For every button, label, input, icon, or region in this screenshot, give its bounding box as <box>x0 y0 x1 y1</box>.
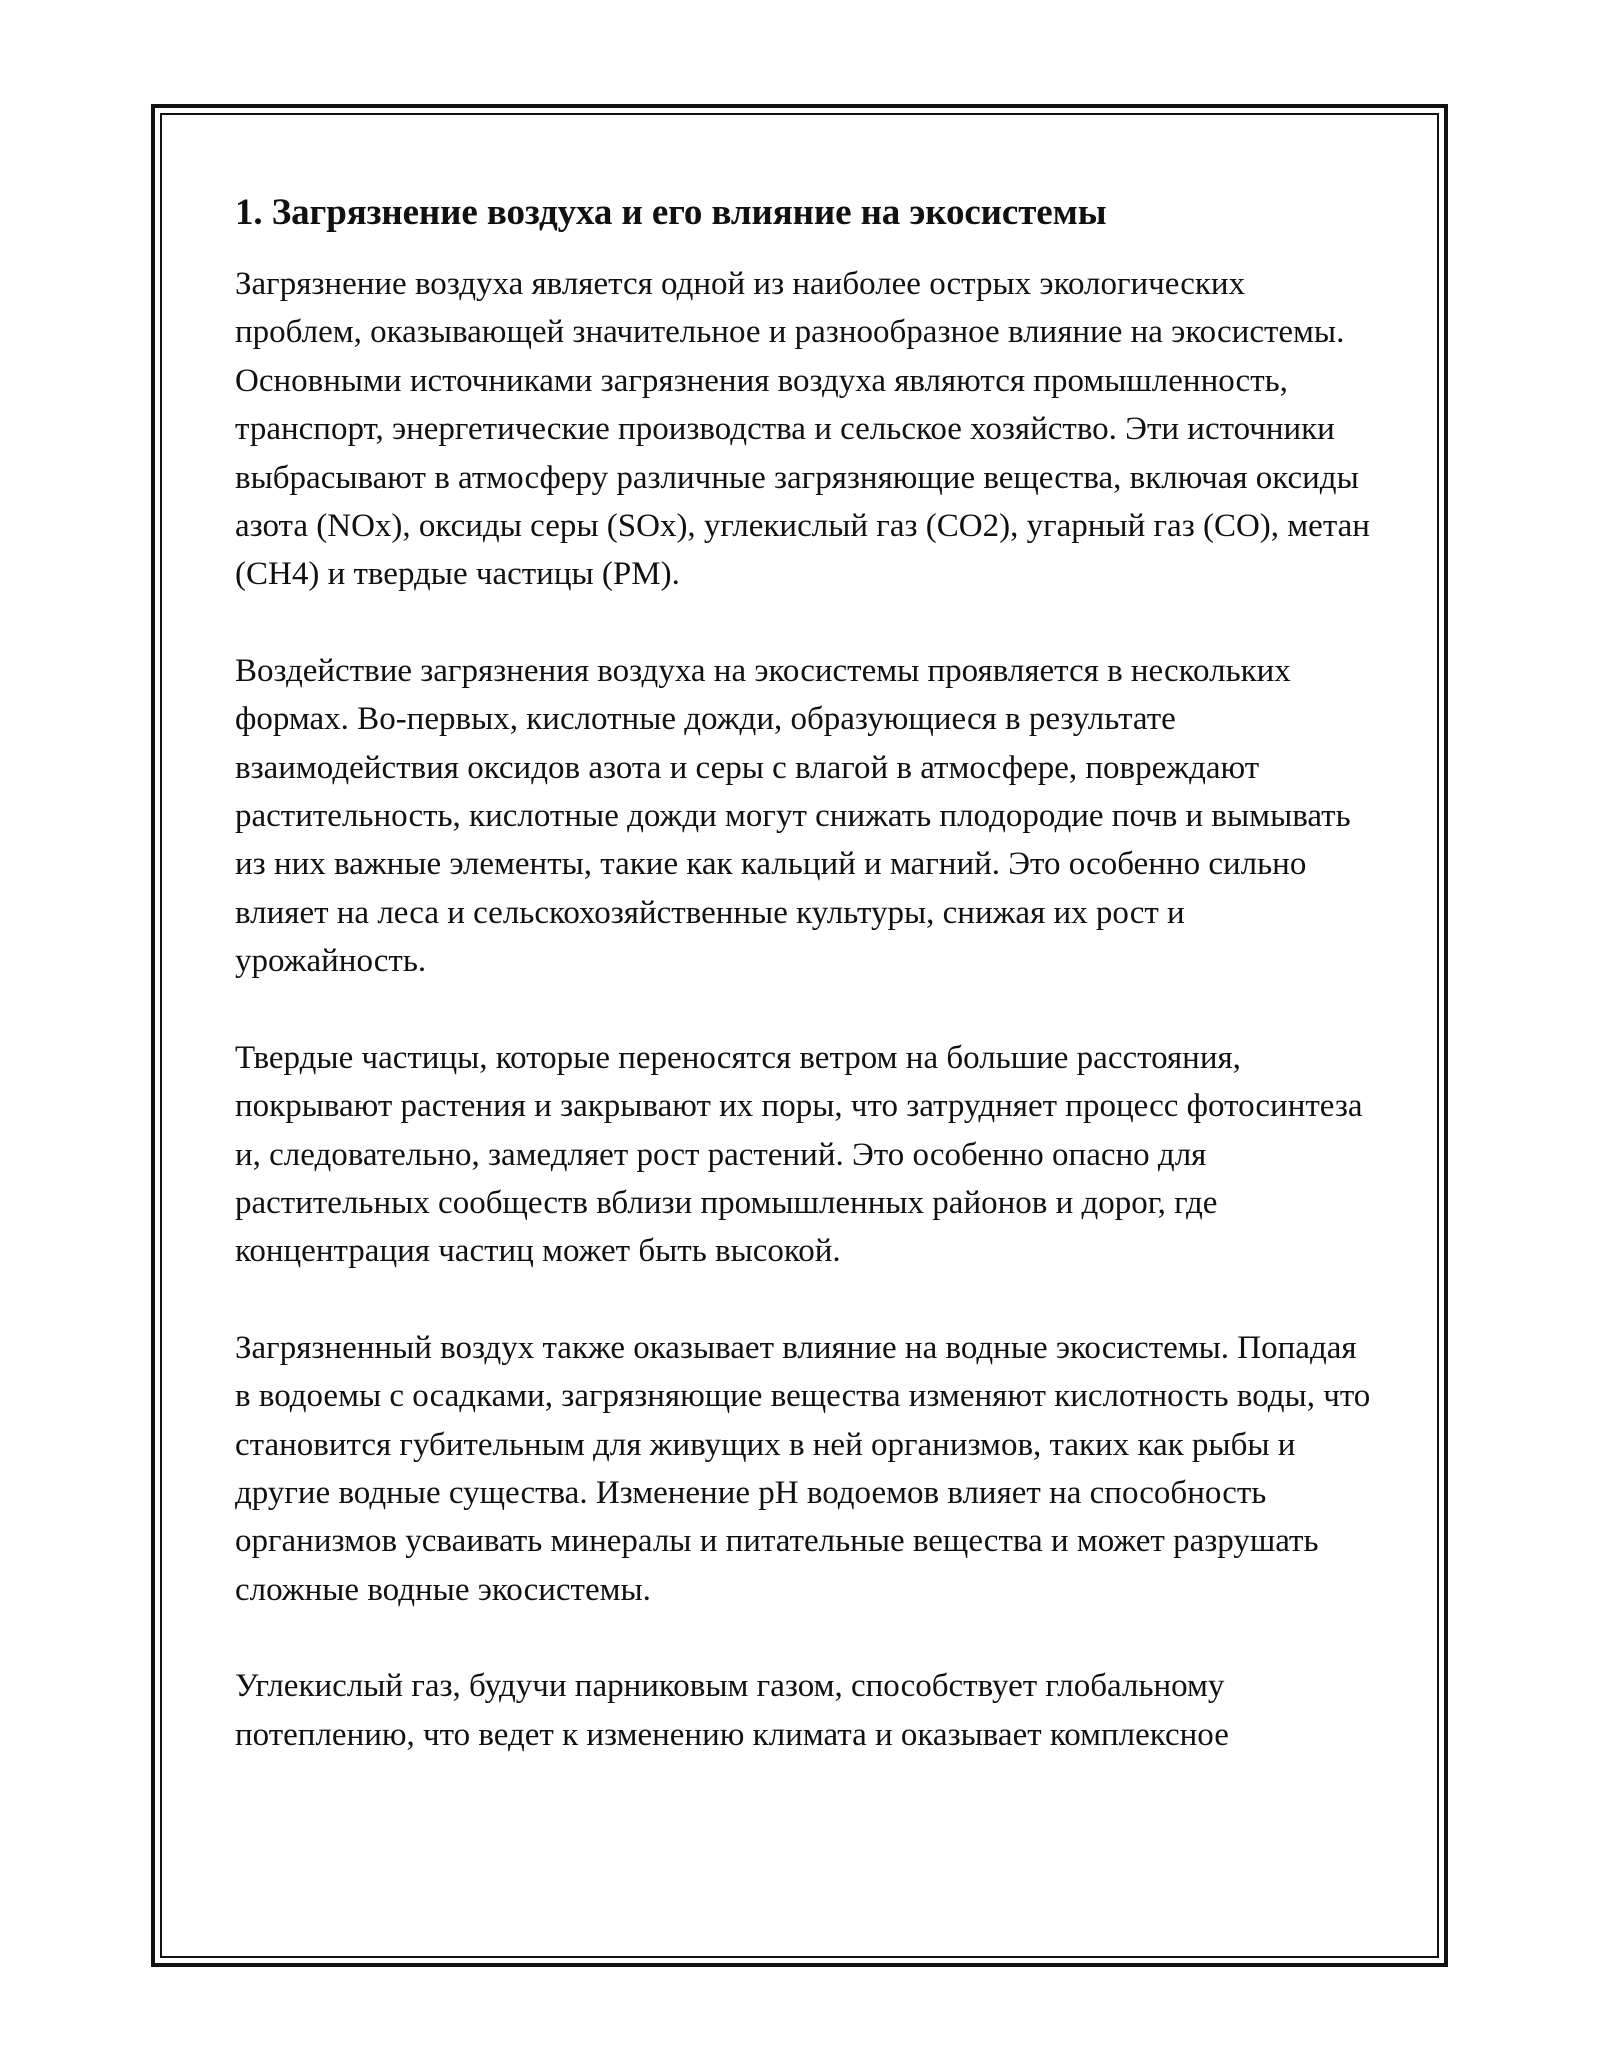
section-heading: 1. Загрязнение воздуха и его влияние на экосистемы <box>235 192 1107 233</box>
paragraph-2: Воздействие загрязнения воздуха на экосистемы проявляется в нескольких формах. Во-первых, кислотные дожди, образующиеся в результате взаимодействия оксидов азота и серы с влагой в атмосфере, повреждают растительность, кислотные дожди могут снижать плодородие почв и вымывать из них важные элементы, такие как кальций и магний. Это особенно сильно влияет на леса и сельскохозяйственные культуры, снижая их рост и урожайность. <box>235 652 1351 980</box>
document-body <box>235 182 1375 1807</box>
paragraph-5: Углекислый газ, будучи парниковым газом, способствует глобальному потеплению, что ведет к изменению климата и оказывает комплексное <box>235 1668 1229 1753</box>
paragraph-4: Загрязненный воздух также оказывает влияние на водные экосистемы. Попадая в водоемы с осадками, загрязняющие вещества изменяют кислотность воды, что становится губительным для живущих в ней организмов, таких как рыбы и другие водные существа. Изменение pH водоемов влияет на способность организмов усваивать минералы и питательные вещества и может разрушать сложные водные экосистемы. <box>235 1329 1371 1608</box>
paragraph-3: Твердые частицы, которые переносятся ветром на большие расстояния, покрывают растения и закрывают их поры, что затрудняет процесс фотосинтеза и, следовательно, замедляет рост растений. Это особенно опасно для растительных сообществ вблизи промышленных районов и дорог, где концентрация частиц может быть высокой. <box>235 1039 1363 1270</box>
paragraph-1: Загрязнение воздуха является одной из наиболее острых экологических проблем, оказывающей значительное и разнообразное влияние на экосистемы. Основными источниками загрязнения воздуха являются промышленность, транспорт, энергетические производства и сельское хозяйство. Эти источники выбрасывают в атмосферу различные загрязняющие вещества, включая оксиды азота (NOx), оксиды серы (SOx), углекислый газ (CO2), угарный газ (CO), метан (CH4) и твердые частицы (PM). <box>235 266 1370 593</box>
